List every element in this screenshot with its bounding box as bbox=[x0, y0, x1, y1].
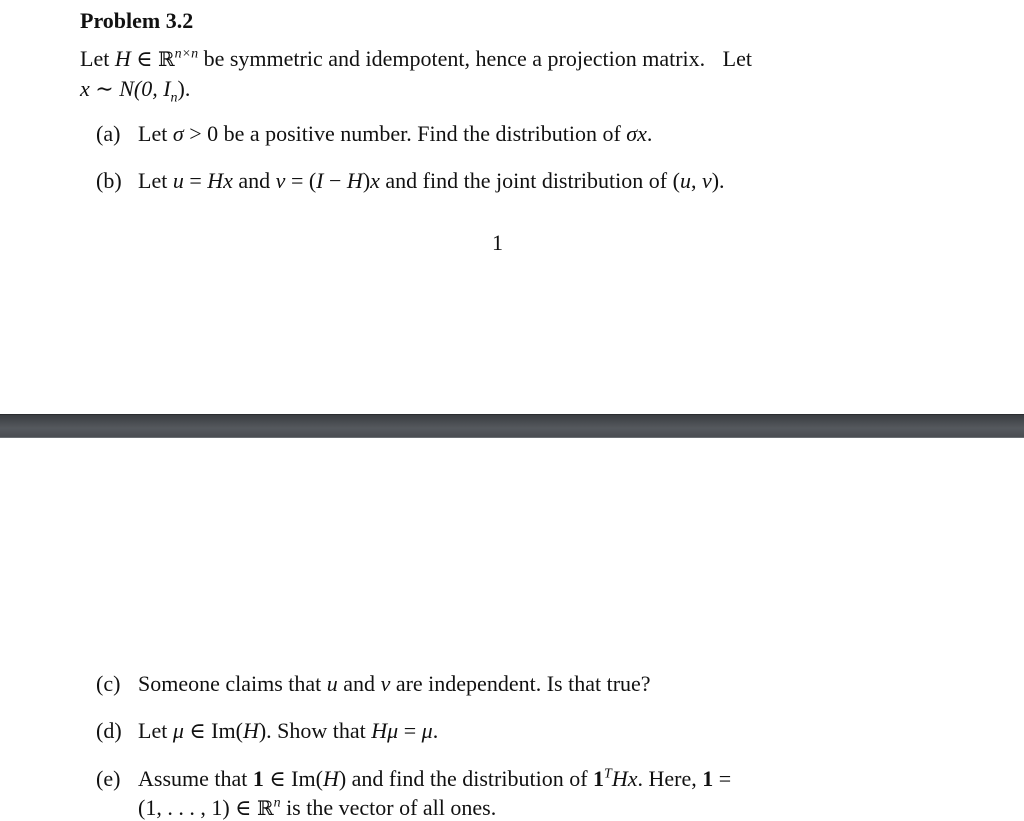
page-bottom bbox=[0, 438, 1024, 821]
part-e-line-1: (e) Assume that 1 ∈ Im(H) and find the distribution of $1^THx$. Here, 1 = bbox=[96, 766, 732, 791]
page-number: 1 bbox=[492, 230, 503, 255]
intro-line-2: x ∼ N(0, $I_n$). bbox=[80, 76, 191, 106]
part-b: (b) Let u = Hx and v = (I − H)x and find the joint distribution of (u, v). bbox=[96, 168, 725, 193]
problem-title: Problem 3.2 bbox=[80, 8, 194, 33]
page-separator bbox=[0, 414, 1024, 438]
part-a: (a) Let σ > 0 be a positive number. Find the distribution of σx. bbox=[96, 121, 653, 146]
part-d: (d) Let μ ∈ Im(H). Show that Hμ = μ. bbox=[96, 718, 439, 743]
part-c: (c) Someone claims that u and v are independent. Is that true? bbox=[96, 671, 651, 696]
intro-line-1: Let H ∈ ℝ$^{n\times n}$ be symmetric and idempotent, hence a projection matrix. Let bbox=[80, 46, 752, 71]
part-e-line-2: (1, . . . , 1) ∈ ℝ$^n$ is the vector of all ones. bbox=[138, 795, 497, 820]
